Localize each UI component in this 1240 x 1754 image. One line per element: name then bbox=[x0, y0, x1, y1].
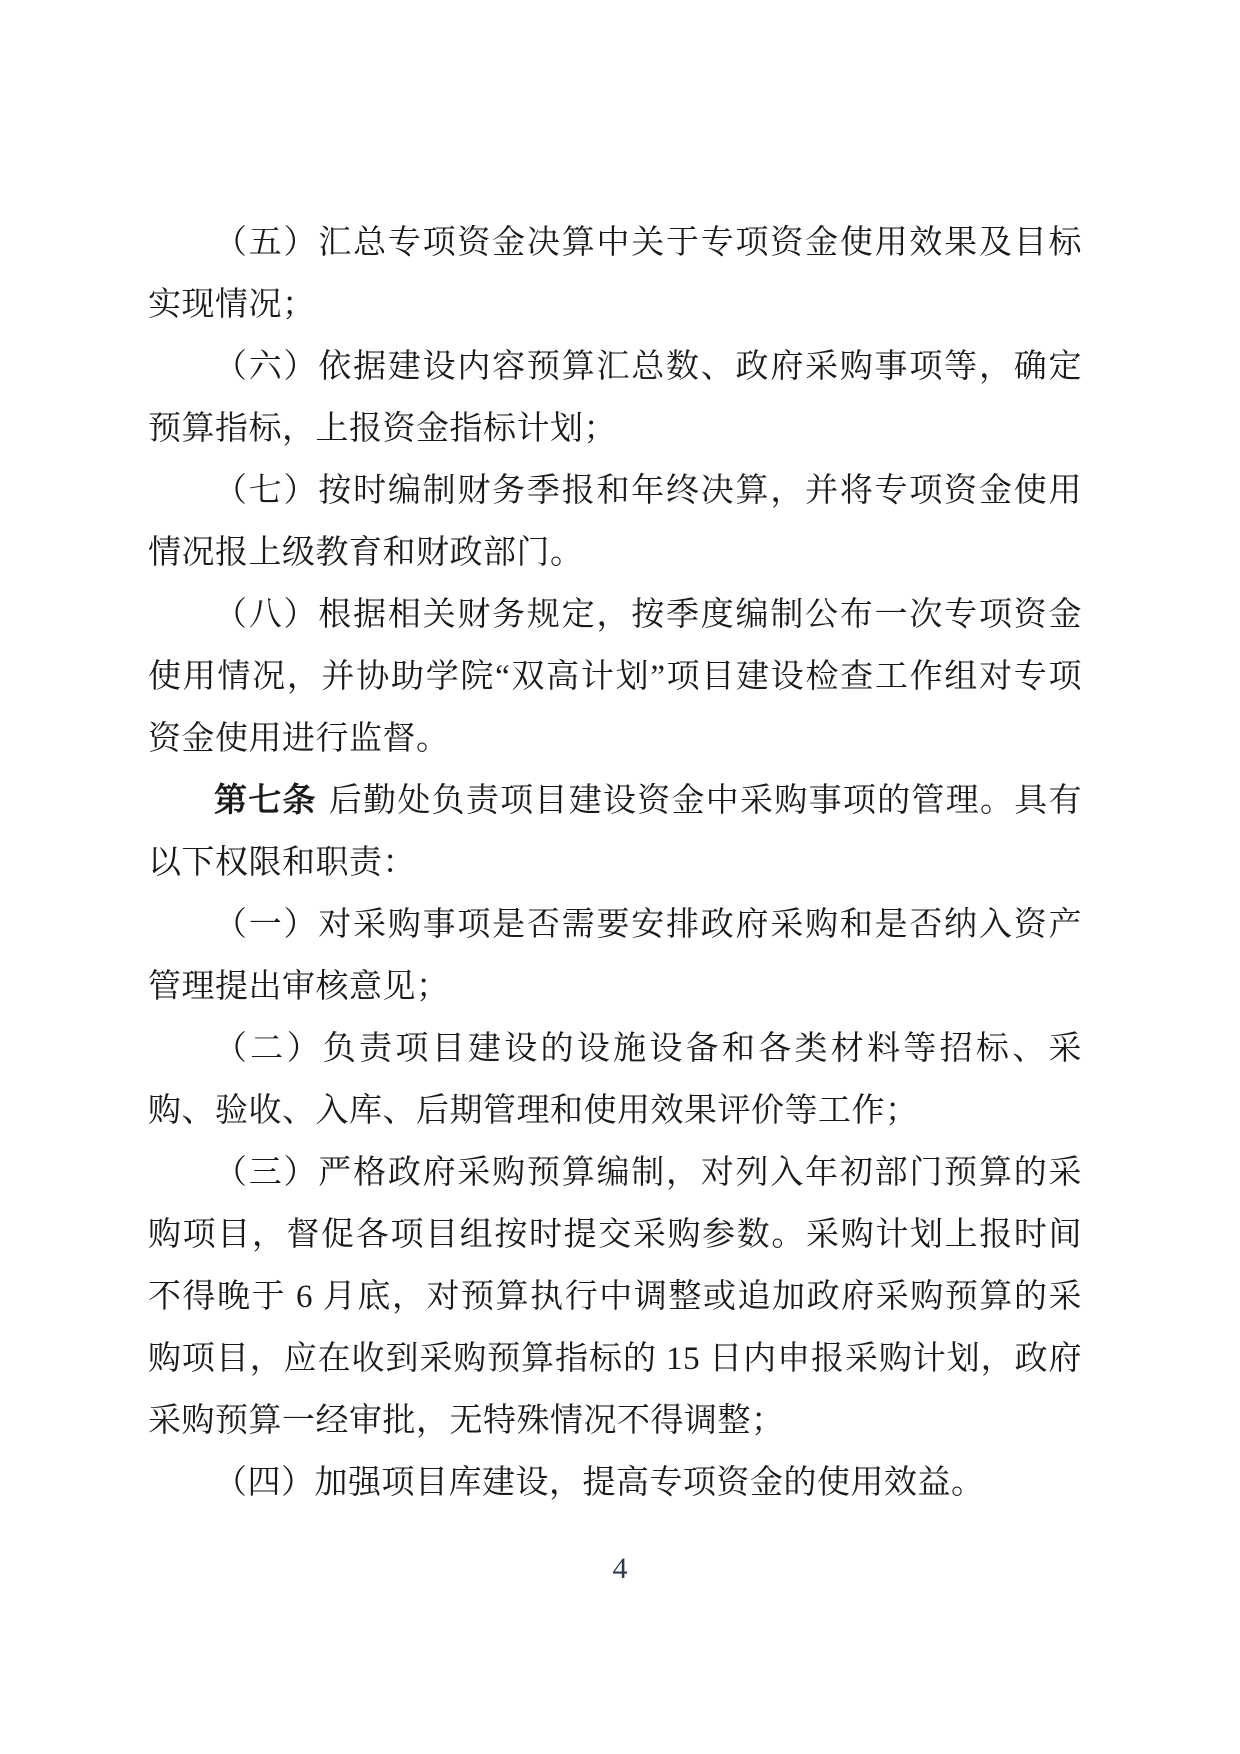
article-text: 后勤处负责项目建设资金中采购事项的管理。具有以下权限和职责： bbox=[148, 783, 1082, 881]
paragraph-item-4: （四）加强项目库建设，提高专项资金的使用效益。 bbox=[214, 1465, 985, 1501]
document-body bbox=[148, 212, 1082, 1514]
page-number: 4 bbox=[612, 1552, 628, 1585]
page-footer bbox=[0, 1552, 1240, 1586]
paragraph-clause-8: （八）根据相关财务规定，按季度编制公布一次专项资金使用情况，并协助学院“双高计划”项目建设检查工作组对专项资金使用进行监督。 bbox=[148, 597, 1082, 757]
paragraph-article-7 bbox=[148, 770, 1082, 894]
paragraph-item-1: （一）对采购事项是否需要安排政府采购和是否纳入资产管理提出审核意见； bbox=[148, 907, 1082, 1005]
paragraph-clause-7: （七）按时编制财务季报和年终决算，并将专项资金使用情况报上级教育和财政部门。 bbox=[148, 473, 1082, 571]
paragraph-item-2: （二）负责项目建设的设施设备和各类材料等招标、采购、验收、入库、后期管理和使用效果评价等工作； bbox=[148, 1031, 1082, 1129]
paragraph-clause-5: （五）汇总专项资金决算中关于专项资金使用效果及目标实现情况； bbox=[148, 225, 1082, 323]
paragraph-clause-6: （六）依据建设内容预算汇总数、政府采购事项等，确定预算指标，上报资金指标计划； bbox=[148, 349, 1082, 447]
paragraph-item-3: （三）严格政府采购预算编制，对列入年初部门预算的采购项目，督促各项目组按时提交采购参数。采购计划上报时间不得晚于 6 月底，对预算执行中调整或追加政府采购预算的采购项目，应在收到采购预算指标的 15 日内申报采购计划，政府采购预算一经审批，无特殊情况不得调整； bbox=[148, 1155, 1082, 1439]
article-number: 第七条 bbox=[214, 783, 317, 819]
